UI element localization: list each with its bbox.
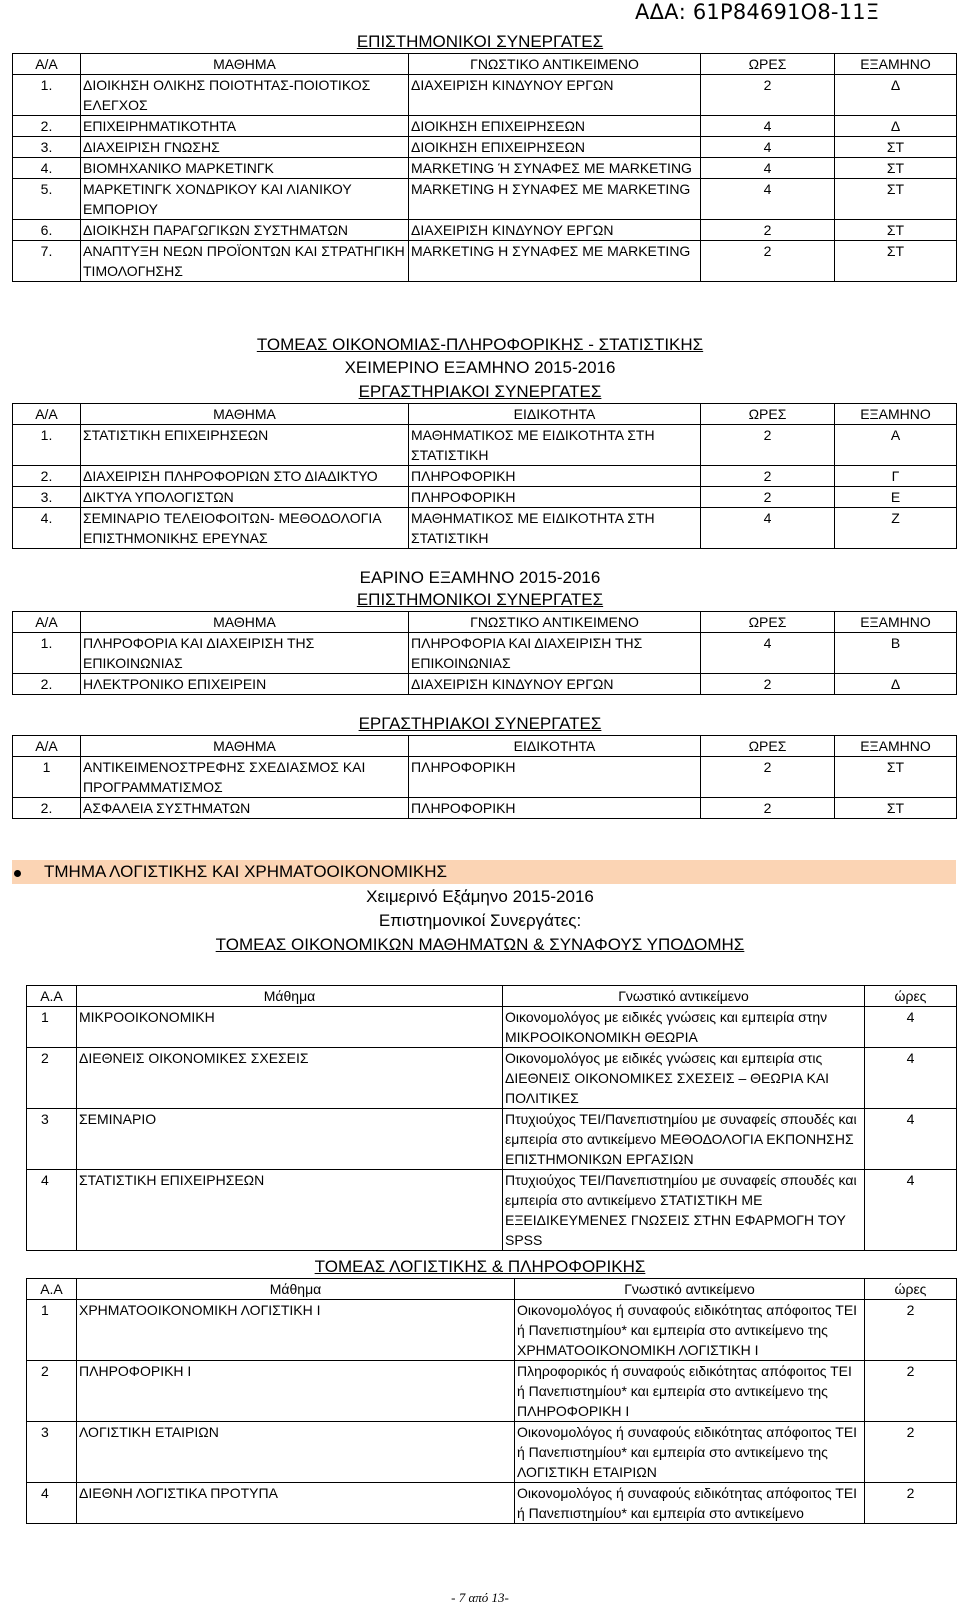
cell-hours: 4 <box>701 633 835 674</box>
cell-n: 3. <box>13 137 81 158</box>
column-header: ΕΙΔΙΚΟΤΗΤΑ <box>409 404 701 425</box>
cell-course: ΣΕΜΙΝΑΡΙΟ <box>77 1109 503 1170</box>
cell-course: ΔΙΟΙΚΗΣΗ ΟΛΙΚΗΣ ΠΟΙΟΤΗΤΑΣ-ΠΟΙΟΤΙΚΟΣ ΕΛΕΓΧΟΣ <box>81 75 409 116</box>
column-header: Α.Α <box>27 1279 77 1300</box>
cell-sem: ΣΤ <box>835 757 957 798</box>
cell-n: 4. <box>13 158 81 179</box>
cell-hours: 2 <box>701 757 835 798</box>
cell-field: MARKETING Ή ΣΥΝΑΦΕΣ ΜΕ MARKETING <box>409 158 701 179</box>
column-header: ΜΑΘΗΜΑ <box>81 612 409 633</box>
cell-sem: Α <box>835 425 957 466</box>
table-row <box>13 179 957 220</box>
cell-hours: 4 <box>701 508 835 549</box>
cell-course: ΕΠΙΧΕΙΡΗΜΑΤΙΚΟΤΗΤΑ <box>81 116 409 137</box>
cell-field: ΔΙΑΧΕΙΡΙΣΗ ΚΙΝΔΥΝΟΥ ΕΡΓΩΝ <box>409 75 701 116</box>
cell-sem: Δ <box>835 75 957 116</box>
section2-table <box>12 403 957 549</box>
cell-sem: ΣΤ <box>835 798 957 819</box>
cell-n: 2. <box>13 466 81 487</box>
cell-sem: Γ <box>835 466 957 487</box>
cell-field: ΠΛΗΡΟΦΟΡΙΚΗ <box>409 798 701 819</box>
table-row <box>27 1361 957 1422</box>
column-header: ΓΝΩΣΤΙΚΟ ΑΝΤΙΚΕΙΜΕΝΟ <box>409 54 701 75</box>
cell-course: ΗΛΕΚΤΡΟΝΙΚΟ ΕΠΙΧΕΙΡΕΙΝ <box>81 674 409 695</box>
column-header: ΩΡΕΣ <box>701 736 835 757</box>
cell-hours: 4 <box>701 137 835 158</box>
cell-n: 2 <box>27 1361 77 1422</box>
cell-hours: 2 <box>865 1300 957 1361</box>
cell-hours: 2 <box>701 798 835 819</box>
cell-field: Οικονομολόγος με ειδικές γνώσεις και εμπειρία στην ΜΙΚΡΟΟΙΚΟΝΟΜΙΚΗ ΘΕΩΡΙΑ <box>503 1007 865 1048</box>
cell-hours: 4 <box>865 1170 957 1251</box>
table-row <box>27 1422 957 1483</box>
section2-title: ΕΡΓΑΣΤΗΡΙΑΚΟΙ ΣΥΝΕΡΓΑΤΕΣ <box>358 382 602 401</box>
cell-course: ΣΕΜΙΝΑΡΙΟ ΤΕΛΕΙΟΦΟΙΤΩΝ- ΜΕΘΟΔΟΛΟΓΙΑ ΕΠΙΣΤΗΜΟΝΙΚΗΣ ΕΡΕΥΝΑΣ <box>81 508 409 549</box>
spring-title: ΕΑΡΙΝΟ ΕΞΑΜΗΝΟ 2015-2016 <box>359 568 601 587</box>
cell-course: ΔΙΟΙΚΗΣΗ ΠΑΡΑΓΩΓΙΚΩΝ ΣΥΣΤΗΜΑΤΩΝ <box>81 220 409 241</box>
cell-sem: ΣΤ <box>835 220 957 241</box>
cell-sem: Ε <box>835 487 957 508</box>
cell-field: ΔΙΟΙΚΗΣΗ ΕΠΙΧΕΙΡΗΣΕΩΝ <box>409 137 701 158</box>
cell-field: ΔΙΟΙΚΗΣΗ ΕΠΙΧΕΙΡΗΣΕΩΝ <box>409 116 701 137</box>
cell-field: Πτυχιούχος ΤΕΙ/Πανεπιστημίου με συναφείς σπουδές και εμπειρία στο αντικείμενο ΣΤΑΤΙΣΤΙΚΗ ΜΕ ΕΞΕΙΔΙΚΕΥΜΕΝΕΣ ΓΝΩΣΕΙΣ ΣΤΗΝ ΕΦΑΡΜΟΓΗ ΤΟΥ SPSS <box>503 1170 865 1251</box>
table-row <box>13 674 957 695</box>
dept-title: ΤΟΜΕΑΣ ΟΙΚΟΝΟΜΙΑΣ-ΠΛΗΡΟΦΟΡΙΚΗΣ - ΣΤΑΤΙΣΤΙΚΗΣ <box>256 335 704 354</box>
cell-n: 1. <box>13 425 81 466</box>
cell-course: ΔΙΕΘΝΕΙΣ ΟΙΚΟΝΟΜΙΚΕΣ ΣΧΕΣΕΙΣ <box>77 1048 503 1109</box>
column-header: ΜΑΘΗΜΑ <box>81 736 409 757</box>
column-header: ΜΑΘΗΜΑ <box>81 54 409 75</box>
section1-title: ΕΠΙΣΤΗΜΟΝΙΚΟΙ ΣΥΝΕΡΓΑΤΕΣ <box>356 32 604 51</box>
table-row <box>27 1483 957 1524</box>
cell-field: ΠΛΗΡΟΦΟΡΙΚΗ <box>409 757 701 798</box>
cell-hours: 2 <box>701 220 835 241</box>
column-header: Μάθημα <box>77 986 503 1007</box>
cell-course: ΣΤΑΤΙΣΤΙΚΗ ΕΠΙΧΕΙΡΗΣΕΩΝ <box>77 1170 503 1251</box>
winter2-title: Χειμερινό Εξάμηνο 2015-2016 <box>366 887 594 906</box>
table-row <box>13 508 957 549</box>
table-row <box>13 757 957 798</box>
cell-sem: ΣΤ <box>835 179 957 220</box>
cell-n: 2. <box>13 798 81 819</box>
table-row <box>13 158 957 179</box>
column-header: ΕΙΔΙΚΟΤΗΤΑ <box>409 736 701 757</box>
cell-sem: ΣΤ <box>835 241 957 282</box>
cell-hours: 2 <box>701 674 835 695</box>
column-header: ΩΡΕΣ <box>701 612 835 633</box>
cell-sem: Δ <box>835 674 957 695</box>
cell-field: ΜΑΘΗΜΑΤΙΚΟΣ ΜΕ ΕΙΔΙΚΟΤΗΤΑ ΣΤΗ ΣΤΑΤΙΣΤΙΚΗ <box>409 425 701 466</box>
cell-field: ΔΙΑΧΕΙΡΙΣΗ ΚΙΝΔΥΝΟΥ ΕΡΓΩΝ <box>409 220 701 241</box>
cell-field: Οικονομολόγος ή συναφούς ειδικότητας απόφοιτος ΤΕΙ ή Πανεπιστημίου* και εμπειρία στο αντικείμενο της ΛΟΓΙΣΤΙΚΗ ΕΤΑΙΡΙΩΝ <box>515 1422 865 1483</box>
cell-field: Οικονομολόγος ή συναφούς ειδικότητας απόφοιτος ΤΕΙ ή Πανεπιστημίου* και εμπειρία στο αντικείμενο της ΧΡΗΜΑΤΟΟΙΚΟΝΟΜΙΚΗ ΛΟΓΙΣΤΙΚΗ Ι <box>515 1300 865 1361</box>
cell-course: ΜΑΡΚΕΤΙΝΓΚ ΧΟΝΔΡΙΚΟΥ ΚΑΙ ΛΙΑΝΙΚΟΥ ΕΜΠΟΡΙΟΥ <box>81 179 409 220</box>
cell-course: ΔΙΕΘΝΗ ΛΟΓΙΣΤΙΚΑ ΠΡΟΤΥΠΑ <box>77 1483 515 1524</box>
column-header: Α/Α <box>13 54 81 75</box>
section4-table <box>12 735 957 819</box>
cell-field: MARKETING Η ΣΥΝΑΦΕΣ ΜΕ MARKETING <box>409 179 701 220</box>
cell-course: ΜΙΚΡΟΟΙΚΟΝΟΜΙΚΗ <box>77 1007 503 1048</box>
column-header: Γνωστικό αντικείμενο <box>503 986 865 1007</box>
cell-n: 2 <box>27 1048 77 1109</box>
column-header: ΕΞΑΜΗΝΟ <box>835 404 957 425</box>
cell-course: ΔΙΑΧΕΙΡΙΣΗ ΠΛΗΡΟΦΟΡΙΩΝ ΣΤΟ ΔΙΑΔΙΚΤΥΟ <box>81 466 409 487</box>
cell-hours: 4 <box>865 1109 957 1170</box>
cell-course: ΠΛΗΡΟΦΟΡΙΑ ΚΑΙ ΔΙΑΧΕΙΡΙΣΗ ΤΗΣ ΕΠΙΚΟΙΝΩΝΙΑΣ <box>81 633 409 674</box>
cell-hours: 2 <box>701 75 835 116</box>
page-footer: - 7 από 13- <box>451 1590 509 1605</box>
cell-field: MARKETING Η ΣΥΝΑΦΕΣ ΜΕ MARKETING <box>409 241 701 282</box>
table-row <box>13 137 957 158</box>
table-row <box>13 116 957 137</box>
table-row <box>27 1170 957 1251</box>
column-header: Μάθημα <box>77 1279 515 1300</box>
ada-code: ΑΔΑ: 61Ρ84691Ο8-11Ξ <box>635 0 880 24</box>
table-row <box>27 1048 957 1109</box>
cell-n: 1. <box>13 75 81 116</box>
cell-hours: 4 <box>701 179 835 220</box>
column-header: ΜΑΘΗΜΑ <box>81 404 409 425</box>
cell-hours: 2 <box>865 1361 957 1422</box>
cell-field: ΠΛΗΡΟΦΟΡΙΑ ΚΑΙ ΔΙΑΧΕΙΡΙΣΗ ΤΗΣ ΕΠΙΚΟΙΝΩΝΙΑΣ <box>409 633 701 674</box>
cell-n: 1 <box>13 757 81 798</box>
column-header: ώρες <box>865 1279 957 1300</box>
cell-sem: Ζ <box>835 508 957 549</box>
cell-course: ΑΝΤΙΚΕΙΜΕΝΟΣΤΡΕΦΗΣ ΣΧΕΔΙΑΣΜΟΣ ΚΑΙ ΠΡΟΓΡΑΜΜΑΤΙΣΜΟΣ <box>81 757 409 798</box>
section6-table <box>26 1278 957 1524</box>
table-row <box>27 1007 957 1048</box>
cell-sem: ΣΤ <box>835 158 957 179</box>
table-row <box>13 425 957 466</box>
cell-course: ΛΟΓΙΣΤΙΚΗ ΕΤΑΙΡΙΩΝ <box>77 1422 515 1483</box>
column-header: ΩΡΕΣ <box>701 404 835 425</box>
cell-hours: 2 <box>701 425 835 466</box>
table-row <box>13 466 957 487</box>
cell-course: ΧΡΗΜΑΤΟΟΙΚΟΝΟΜΙΚΗ ΛΟΓΙΣΤΙΚΗ Ι <box>77 1300 515 1361</box>
cell-n: 4 <box>27 1483 77 1524</box>
cell-n: 3. <box>13 487 81 508</box>
cell-course: ΔΙΑΧΕΙΡΙΣΗ ΓΝΩΣΗΣ <box>81 137 409 158</box>
cell-n: 1 <box>27 1300 77 1361</box>
column-header: ΕΞΑΜΗΝΟ <box>835 54 957 75</box>
section1-table <box>12 53 957 282</box>
cell-n: 2. <box>13 116 81 137</box>
cell-sem: ΣΤ <box>835 137 957 158</box>
table-row <box>13 633 957 674</box>
cell-course: ΣΤΑΤΙΣΤΙΚΗ ΕΠΙΧΕΙΡΗΣΕΩΝ <box>81 425 409 466</box>
scientific-title: Επιστημονικοί Συνεργάτες: <box>378 911 582 930</box>
column-header: ώρες <box>865 986 957 1007</box>
cell-n: 5. <box>13 179 81 220</box>
cell-n: 1 <box>27 1007 77 1048</box>
cell-hours: 4 <box>865 1048 957 1109</box>
cell-n: 7. <box>13 241 81 282</box>
cell-field: Οικονομολόγος ή συναφούς ειδικότητας απόφοιτος ΤΕΙ ή Πανεπιστημίου* και εμπειρία στο αντικείμενο <box>515 1483 865 1524</box>
section4-title: ΕΡΓΑΣΤΗΡΙΑΚΟΙ ΣΥΝΕΡΓΑΤΕΣ <box>358 714 602 733</box>
cell-n: 2. <box>13 674 81 695</box>
bullet-icon <box>14 870 21 877</box>
table-row <box>13 241 957 282</box>
cell-field: ΠΛΗΡΟΦΟΡΙΚΗ <box>409 487 701 508</box>
cell-hours: 4 <box>701 158 835 179</box>
cell-hours: 2 <box>701 466 835 487</box>
cell-hours: 2 <box>865 1483 957 1524</box>
table-row <box>13 798 957 819</box>
table-row <box>13 220 957 241</box>
cell-n: 4 <box>27 1170 77 1251</box>
cell-field: Πληροφορικός ή συναφούς ειδικότητας απόφοιτος ΤΕΙ ή Πανεπιστημίου* και εμπειρία στο αντικείμενο της ΠΛΗΡΟΦΟΡΙΚΗ Ι <box>515 1361 865 1422</box>
column-header: ΓΝΩΣΤΙΚΟ ΑΝΤΙΚΕΙΜΕΝΟ <box>409 612 701 633</box>
column-header: Α/Α <box>13 404 81 425</box>
cell-field: ΜΑΘΗΜΑΤΙΚΟΣ ΜΕ ΕΙΔΙΚΟΤΗΤΑ ΣΤΗ ΣΤΑΤΙΣΤΙΚΗ <box>409 508 701 549</box>
cell-field: ΠΛΗΡΟΦΟΡΙΚΗ <box>409 466 701 487</box>
cell-course: ΑΝΑΠΤΥΞΗ ΝΕΩΝ ΠΡΟΪΟΝΤΩΝ ΚΑΙ ΣΤΡΑΤΗΓΙΚΗ ΤΙΜΟΛΟΓΗΣΗΣ <box>81 241 409 282</box>
cell-field: Πτυχιούχος ΤΕΙ/Πανεπιστημίου με συναφείς σπουδές και εμπειρία στο αντικείμενο ΜΕΘΟΔΟΛΟΓΙΑ ΕΚΠΟΝΗΣΗΣ ΕΠΙΣΤΗΜΟΝΙΚΩΝ ΕΡΓΑΣΙΩΝ <box>503 1109 865 1170</box>
cell-sem: Δ <box>835 116 957 137</box>
table-row <box>27 1300 957 1361</box>
cell-hours: 2 <box>865 1422 957 1483</box>
cell-n: 3 <box>27 1109 77 1170</box>
cell-n: 4. <box>13 508 81 549</box>
column-header: ΕΞΑΜΗΝΟ <box>835 612 957 633</box>
cell-field: Οικονομολόγος με ειδικές γνώσεις και εμπειρία στις ΔΙΕΘΝΕΙΣ ΟΙΚΟΝΟΜΙΚΕΣ ΣΧΕΣΕΙΣ – ΘΕΩΡΙΑ ΚΑΙ ΠΟΛΙΤΙΚΕΣ <box>503 1048 865 1109</box>
cell-field: ΔΙΑΧΕΙΡΙΣΗ ΚΙΝΔΥΝΟΥ ΕΡΓΩΝ <box>409 674 701 695</box>
section3-title: ΕΠΙΣΤΗΜΟΝΙΚΟΙ ΣΥΝΕΡΓΑΤΕΣ <box>356 590 604 609</box>
cell-sem: Β <box>835 633 957 674</box>
dept2-title: ΤΟΜΕΑΣ ΟΙΚΟΝΟΜΙΚΩΝ ΜΑΘΗΜΑΤΩΝ & ΣΥΝΑΦΟΥΣ ΥΠΟΔΟΜΗΣ <box>215 935 745 954</box>
cell-course: ΒΙΟΜΗΧΑΝΙΚΟ ΜΑΡΚΕΤΙΝΓΚ <box>81 158 409 179</box>
cell-hours: 4 <box>865 1007 957 1048</box>
cell-hours: 2 <box>701 487 835 508</box>
cell-n: 6. <box>13 220 81 241</box>
cell-course: ΑΣΦΑΛΕΙΑ ΣΥΣΤΗΜΑΤΩΝ <box>81 798 409 819</box>
cell-hours: 4 <box>701 116 835 137</box>
column-header: ΕΞΑΜΗΝΟ <box>835 736 957 757</box>
dept3-title: ΤΟΜΕΑΣ ΛΟΓΙΣΤΙΚΗΣ & ΠΛΗΡΟΦΟΡΙΚΗΣ <box>314 1257 646 1276</box>
cell-course: ΠΛΗΡΟΦΟΡΙΚΗ Ι <box>77 1361 515 1422</box>
column-header: Α/Α <box>13 612 81 633</box>
column-header: Γνωστικό αντικείμενο <box>515 1279 865 1300</box>
cell-hours: 2 <box>701 241 835 282</box>
column-header: ΩΡΕΣ <box>701 54 835 75</box>
cell-course: ΔΙΚΤΥΑ ΥΠΟΛΟΓΙΣΤΩΝ <box>81 487 409 508</box>
section5-table <box>26 985 957 1251</box>
section3-table <box>12 611 957 695</box>
cell-n: 3 <box>27 1422 77 1483</box>
table-row <box>13 75 957 116</box>
department-title: ΤΜΗΜΑ ΛΟΓΙΣΤΙΚΗΣ ΚΑΙ ΧΡΗΜΑΤΟΟΙΚΟΝΟΜΙΚΗΣ <box>44 862 448 881</box>
column-header: Α/Α <box>13 736 81 757</box>
cell-n: 1. <box>13 633 81 674</box>
table-row <box>13 487 957 508</box>
table-row <box>27 1109 957 1170</box>
winter-title: ΧΕΙΜΕΡΙΝΟ ΕΞΑΜΗΝΟ 2015-2016 <box>344 358 616 377</box>
column-header: Α.Α <box>27 986 77 1007</box>
